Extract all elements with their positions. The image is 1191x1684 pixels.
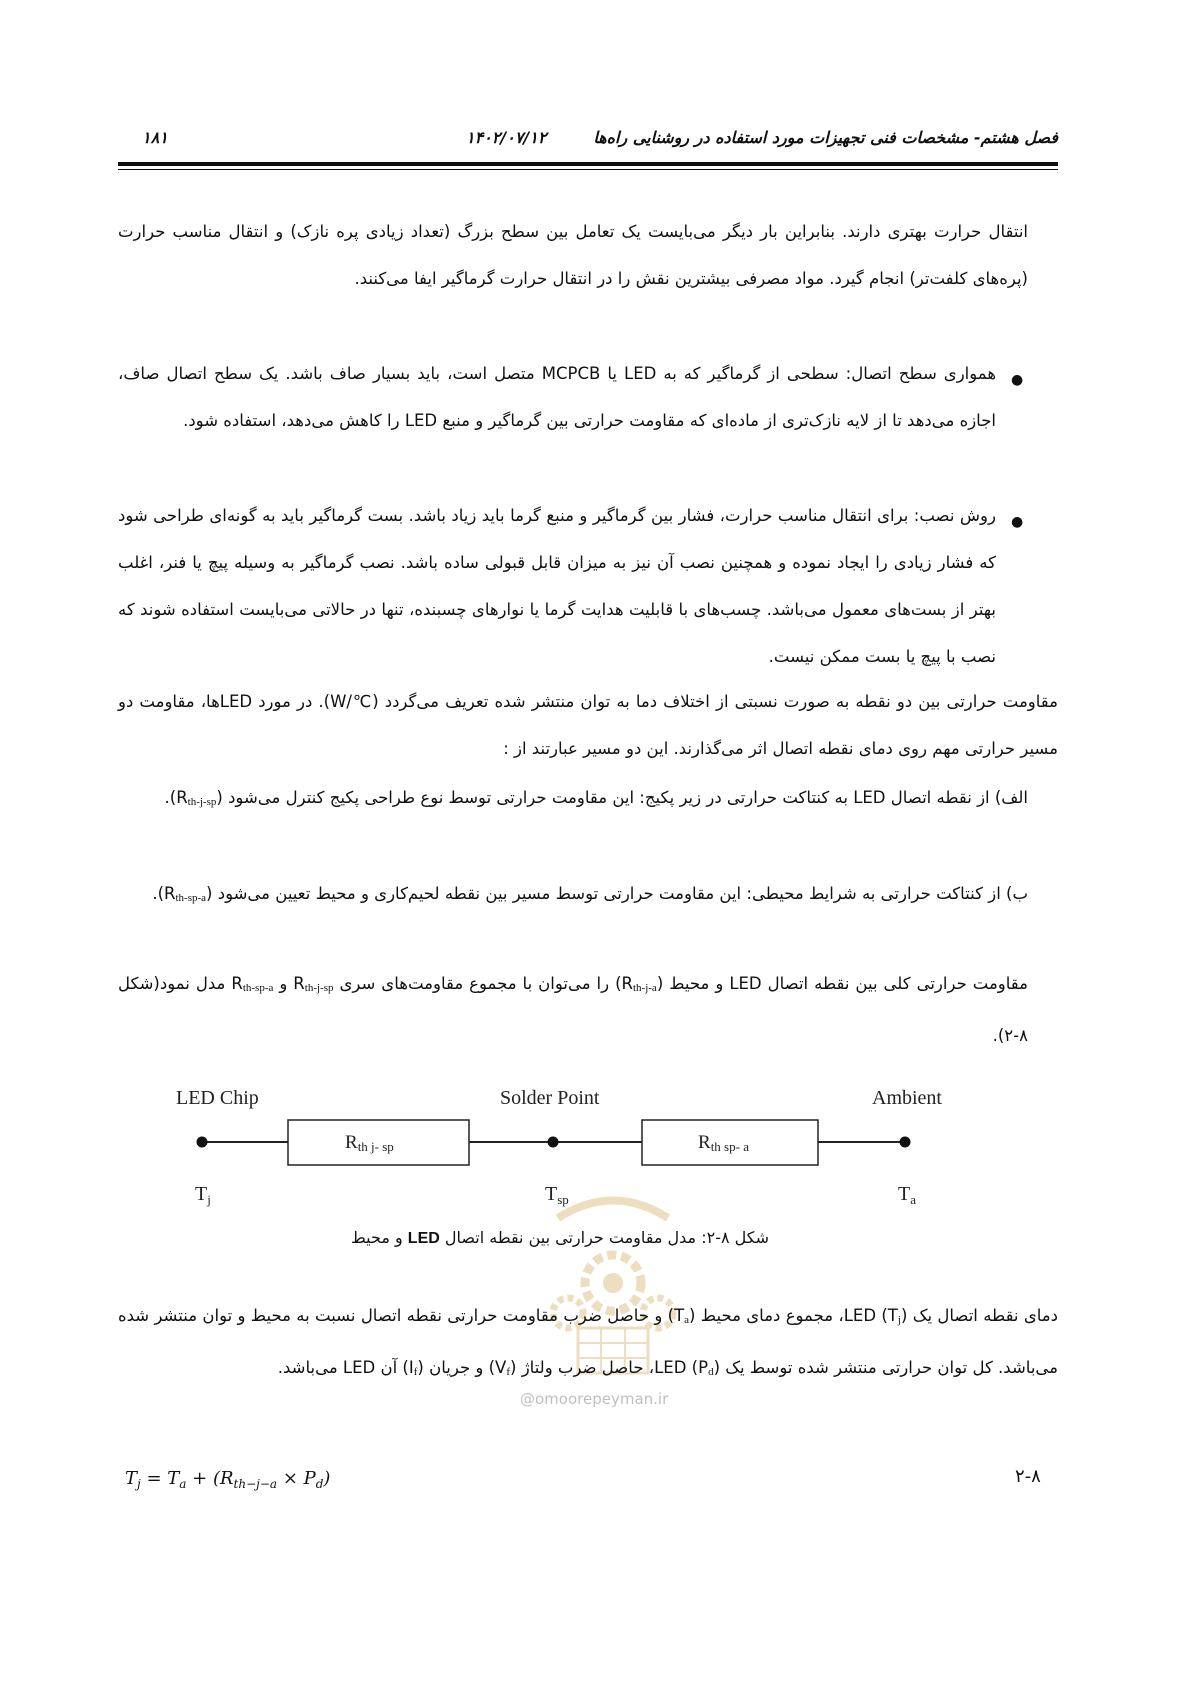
watermark-text: @omoorepeyman.ir — [520, 1390, 669, 1408]
equation-number: ۲-۸ — [1015, 1466, 1041, 1487]
paragraph-3: الف) از نقطه اتصال LED به کنتاکت حرارتی در زیر پکیج: این مقاومت حرارتی توسط نوع طراحی پکیج کنترل می‌شود (Rth-j-sp). — [164, 788, 1028, 808]
label-ambient: Ambient — [872, 1087, 942, 1109]
paragraph-5: مقاومت حرارتی کلی بین نقطه اتصال LED و محیط (Rth-j-a) را می‌توان با مجموع مقاومت‌های سری Rth-j-sp و Rth-sp-a مدل نمود(شکل ۸-۲). — [118, 974, 1028, 1045]
bullet-marker-2: ● — [1011, 514, 1024, 530]
header-rule-thick — [118, 162, 1058, 166]
bullet-marker-1: ● — [1011, 372, 1024, 388]
label-ta: $T_a$ — [898, 1183, 916, 1207]
label-led-chip: LED Chip — [176, 1087, 259, 1109]
label-r-sp-a: Rth sp- a — [698, 1132, 749, 1154]
paragraph-6: دمای نقطه اتصال یک LED (Tj)، مجموع دمای محیط (Ta) و حاصل ضرب مقاومت حرارتی نقطه اتصال نسبت به محیط و توان منتشر شده می‌باشد. کل توان حرارتی منتشر شده توسط یک LED (Pd)، حاصل ضرب ولتاژ (Vf) و جریان (If) آن LED می‌باشد. — [118, 1306, 1058, 1378]
chapter-title: فصل هشتم- مشخصات فنی تجهیزات مورد استفاده در روشنایی راه‌ها — [593, 128, 1058, 147]
page-number: ۱۸۱ — [142, 128, 168, 147]
node-led-chip — [197, 1137, 208, 1148]
label-r-j-sp: Rth j- sp — [345, 1132, 394, 1154]
equation-junction-temperature: $T_j = T_a + (R_{th-j-a} \times P_d)$ — [125, 1468, 331, 1491]
node-solder-point — [548, 1137, 559, 1148]
header-rule-thin — [118, 169, 1058, 170]
paragraph-1: انتقال حرارت بهتری دارند. بنابراین بار دیگر می‌بایست یک تعامل بین سطح بزرگ (تعداد زیادی پره نازک) و انتقال مناسب حرارت (پره‌های کلفت‌تر) انجام گیرد. مواد مصرفی بیشترین نقش را در انتقال حرارت گرماگیر ایفا می‌کنند. — [118, 222, 1028, 288]
paragraph-4: ب) از کنتاکت حرارتی به شرایط محیطی: این مقاومت حرارتی توسط مسیر بین نقطه لحیم‌کاری و محیط تعیین می‌شود (Rth-sp-a). — [152, 884, 1028, 904]
label-solder-point: Solder Point — [500, 1087, 600, 1109]
page-header — [118, 128, 1058, 158]
label-tj: $T_j$ — [195, 1183, 211, 1207]
paragraph-2: مقاومت حرارتی بین دو نقطه به صورت نسبتی از اختلاف دما به توان منتشر شده تعریف می‌گردد (℃/W). در مورد LEDها، مقاومت دو مسیر حرارتی مهم روی دمای نقطه اتصال اثر می‌گذارند. این دو مسیر عبارتند از : — [118, 692, 1058, 758]
bullet-item-2: روش نصب: برای انتقال مناسب حرارت، فشار بین گرماگیر و منبع گرما باید زیاد باشد. بست گرماگیر باید به گونه‌ای طراحی شود که فشار زیادی را ایجاد نموده و همچنین نصب آن نیز به میزان قابل قبولی ساده باشد. نصب گرماگیر به وسیله پیچ یا فنر، اغلب بهتر از بست‌های معمول می‌باشد. چسب‌های با قابلیت هدایت گرما یا نوارهای چسبنده، تنها در حالاتی می‌بایست استفاده شوند که نصب با پیچ یا بست ممکن نیست. — [118, 506, 996, 666]
figure-caption: شکل ۸-۲: مدل مقاومت حرارتی بین نقطه اتصال LED و محیط — [350, 1228, 770, 1247]
node-ambient — [900, 1137, 911, 1148]
header-date: ۱۴۰۲/۰۷/۱۲ — [466, 128, 547, 147]
bullet-item-1: هموار‌ی سطح اتصال: سطحی از گرماگیر که به LED یا MCPCB متصل است، باید بسیار صاف باشد. یک سطح اتصال صاف، اجازه می‌دهد تا از لایه نازک‌تری از ماده‌ای که مقاومت حرارتی بین گرماگیر و منبع LED را کاهش می‌دهد، استفاده شود. — [118, 364, 997, 430]
label-tsp: $T_{sp}$ — [545, 1183, 569, 1207]
